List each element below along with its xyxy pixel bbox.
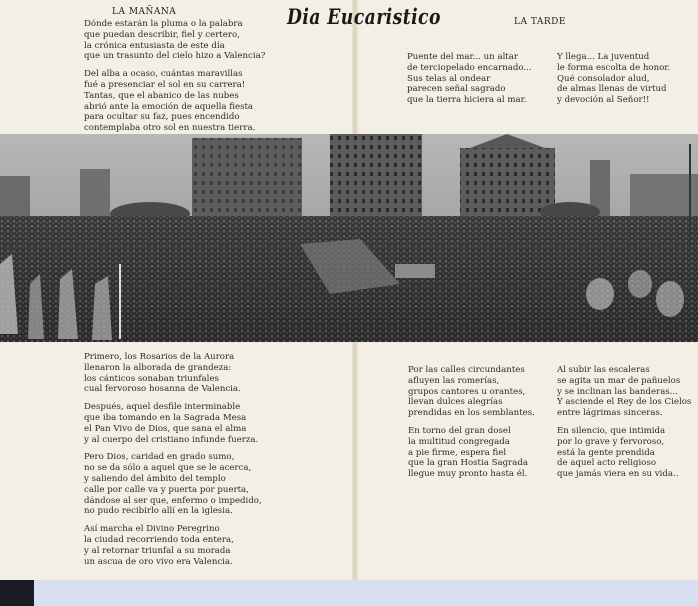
verse-line: dándose al ser que, enfermo o impedido, <box>84 495 262 506</box>
verse-line: Así marcha el Divino Peregrino <box>84 524 220 535</box>
verse-line: calle por calle va y puerta por puerta, <box>84 484 249 495</box>
verse-line: que un trasunto del cielo hizo a Valencia? <box>84 51 266 62</box>
morning-poem <box>84 19 265 134</box>
verse-line: llenaron la alborada de grandeza: <box>84 362 232 373</box>
verse-line: que iba tomando en la Sagrada Mesa <box>84 412 247 423</box>
verse-line: Pero Dios, caridad en grado sumo, <box>84 452 235 463</box>
crowd-photo-illustration <box>0 134 698 342</box>
verse-line: no pudo recibirlo allí en la iglesia. <box>84 506 233 517</box>
verse-line: le forma escolta de honor. <box>557 62 671 73</box>
verse-line: contemplaba otro sol en nuestra tierra. <box>84 123 256 134</box>
verse-line: y devoción al Señor!! <box>557 95 650 106</box>
verse-line: En silencio, que intimida <box>557 425 666 436</box>
verse-line: Sus telas al ondear <box>407 73 491 84</box>
verse-line: Dónde estarán la pluma o la palabra <box>84 19 243 29</box>
verse-line: no se da sólo a aquel que se le acerca, <box>84 463 252 474</box>
verse-line: está la gente prendida <box>557 447 655 458</box>
verse-line: Y asciende el Rey de los Cielos <box>557 397 692 408</box>
verse-line: llevan dulces alegrías <box>408 397 503 408</box>
verse-line: y saliendo del ámbito del templo <box>84 473 226 484</box>
verse-line: que la gran Hostia Sagrada <box>408 458 528 469</box>
verse-line: y se inclinan las banderas... <box>557 386 678 397</box>
scan-background <box>34 580 698 606</box>
bottom-middle-poem <box>408 365 535 480</box>
verse-line: los cánticos sonaban triunfales <box>84 373 219 384</box>
verse-line: de aquel acto religioso <box>557 458 657 469</box>
afternoon-heading: LA TARDE <box>514 17 566 27</box>
verse-line: a pie firme, espera fiel <box>408 447 507 458</box>
page-title: Dia Eucaristico <box>287 4 441 29</box>
verse-line: fué a presenciar el sol en su carrera! <box>84 79 246 90</box>
verse-line: Tantas, que el abanico de las nubes <box>84 90 239 101</box>
verse-line: la multitud congregada <box>408 436 510 447</box>
crowd-photograph <box>0 134 698 342</box>
morning-heading: LA MAÑANA <box>112 7 177 17</box>
verse-line: entre lágrimas sinceras. <box>557 408 663 419</box>
verse-line: parecen señal sagrado <box>407 84 506 95</box>
verse-line: Puente del mar... un altar <box>407 52 518 62</box>
verse-line: Primero, los Rosarios de la Aurora <box>84 352 235 362</box>
verse-line: Qué consolador alud, <box>557 73 650 84</box>
verse-line: cual fervoroso hosanna de Valencia. <box>84 384 241 395</box>
afternoon-poem-right <box>557 52 670 106</box>
verse-line: Al subir las escaleras <box>557 365 650 375</box>
stanza-gap <box>557 419 691 426</box>
verse-line: para ocultar su faz, pues encendido <box>84 112 240 123</box>
verse-line: un ascua de oro vivo era Valencia. <box>84 556 233 567</box>
bottom-right-poem <box>557 365 691 480</box>
verse-line: se agita un mar de pañuelos <box>557 375 681 386</box>
verse-line: que jamás viera en su vida.. <box>557 469 679 480</box>
verse-line: el Pan Vivo de Dios, que sana el alma <box>84 423 247 434</box>
verse-line: y al cuerpo del cristiano infunde fuerza. <box>84 434 259 445</box>
verse-line: En torno del gran dosel <box>408 425 511 436</box>
verse-line: que la tierra hiciera al mar. <box>407 95 527 106</box>
verse-line: abrió ante la emoción de aquella fiesta <box>84 101 254 112</box>
verse-line: de terciopelado encarnado... <box>407 62 532 73</box>
verse-line: que puedan describir, fiel y certero, <box>84 29 240 40</box>
bottom-left-poem <box>84 352 262 567</box>
stanza-gap <box>84 445 262 452</box>
verse-line: de almas llenas de virtud <box>557 84 667 95</box>
verse-line: la ciudad recorriendo toda entera, <box>84 534 234 545</box>
verse-line: por lo grave y fervoroso, <box>557 436 665 447</box>
verse-line: Del alba a ocaso, cuántas maravillas <box>84 69 243 80</box>
verse-line: Después, aquel desfile interminable <box>84 402 241 413</box>
scan-edge-dark <box>0 580 34 606</box>
afternoon-poem-left <box>407 52 532 106</box>
verse-line: Y llega... La juventud <box>557 52 650 62</box>
verse-line: Por las calles circundantes <box>408 365 525 375</box>
stanza-gap <box>408 419 535 426</box>
verse-line: grupos cantores u orantes, <box>408 386 526 397</box>
verse-line: y al retornar triunfal a su morada <box>84 545 231 556</box>
verse-line: llegue muy pronto hasta él. <box>408 469 528 480</box>
verse-line: afluyen las romerías, <box>408 375 500 386</box>
verse-line: prendidas en los semblantes. <box>408 408 535 419</box>
verse-line: la crónica entusiasta de este día <box>84 40 225 51</box>
